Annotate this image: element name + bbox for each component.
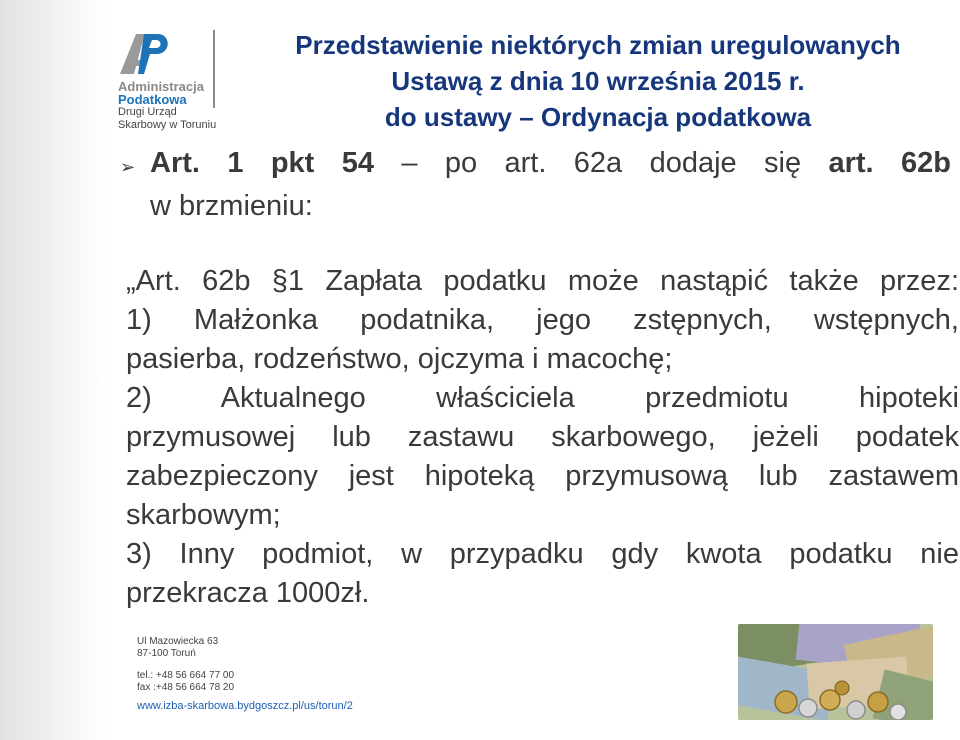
logo-ap-icon	[118, 30, 178, 76]
article-line: 1) Małżonka podatnika, jego zstępnych, wstępnych,	[126, 304, 959, 336]
bullet-word: Art.	[150, 147, 200, 179]
bullet-word: art.	[504, 147, 547, 179]
article-line: zabezpieczony jest hipoteką przymusową lub zastawem	[126, 460, 959, 492]
banknotes-and-coins-photo	[738, 624, 933, 720]
title-line-2: Ustawą z dnia 10 września 2015 r.	[391, 66, 805, 96]
administracja-podatkowa-logo	[118, 30, 214, 76]
article-line: 3) Inny podmiot, w przypadku gdy kwota podatku nie	[126, 538, 959, 570]
bullet-item	[120, 142, 951, 228]
title-line-3: do ustawy – Ordynacja podatkowa	[384, 102, 812, 132]
bullet-word: 62b	[901, 147, 951, 179]
bullet-word: się	[764, 147, 802, 179]
article-line: „Art. 62b §1 Zapłata podatku może nastąpić także przez:	[126, 265, 959, 297]
footer-website-link[interactable]: www.izba-skarbowa.bydgoszcz.pl/us/torun/2	[137, 700, 353, 712]
bullet-word: 62a	[573, 147, 623, 179]
article-line: przekracza 1000zł.	[126, 577, 370, 609]
org-line-3: Drugi Urząd	[118, 106, 177, 118]
left-gradient-bar	[0, 0, 108, 740]
bullet-line-1	[126, 142, 951, 185]
org-line-1: Administracja	[118, 79, 204, 94]
footer-tel: tel.: +48 56 664 77 00	[137, 670, 235, 681]
bullet-word: pkt	[270, 147, 315, 179]
slide-title	[228, 27, 960, 135]
org-name	[118, 80, 216, 132]
article-line: pasierba, rodzeństwo, ojczyma i macochę;	[126, 343, 673, 375]
title-line-1: Przedstawienie niektórych zmian uregulowanych	[295, 30, 901, 60]
article-line: przymusowej lub zastawu skarbowego, jeżeli podatek	[126, 421, 959, 453]
article-line: 2) Aktualnego właściciela przedmiotu hipoteki	[126, 382, 959, 414]
bullet-word: 1	[227, 147, 244, 179]
bullet-word: –	[401, 147, 418, 179]
bullet-word: 54	[341, 147, 374, 179]
org-line-2: Podatkowa	[118, 92, 187, 107]
article-line: skarbowym;	[126, 499, 281, 531]
footer-city: 87-100 Toruń	[137, 648, 196, 659]
arrowhead-bullet-icon: ➢	[120, 157, 136, 177]
footer-street: Ul Mazowiecka 63	[137, 636, 219, 647]
footer-fax: fax :+48 56 664 78 20	[137, 682, 235, 693]
org-line-4: Skarbowy w Toruniu	[118, 119, 217, 131]
bullet-word: po	[444, 147, 478, 179]
article-text	[126, 262, 959, 613]
bullet-word: dodaje	[649, 147, 737, 179]
contact-footer	[137, 636, 353, 712]
bullet-word: art.	[828, 147, 874, 179]
bullet-line-2: w brzmieniu:	[150, 190, 313, 222]
